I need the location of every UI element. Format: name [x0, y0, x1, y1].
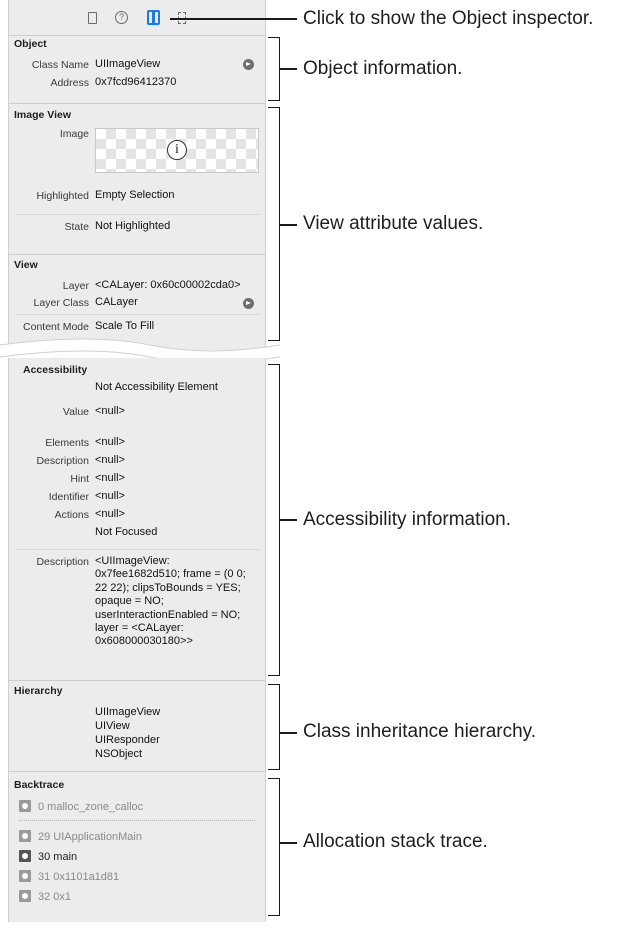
- description-detail-label: Description: [36, 556, 89, 568]
- class-name-value: UIImageView: [95, 58, 161, 70]
- layer-label: Layer: [62, 280, 89, 292]
- layer-class-label: Layer Class: [33, 297, 89, 309]
- callout-tick: [279, 732, 297, 734]
- description-line: <UIImageView:: [95, 555, 170, 567]
- image-preview-well[interactable]: [95, 128, 259, 173]
- view-section-title: View: [14, 259, 38, 271]
- backtrace-frame[interactable]: [19, 830, 142, 843]
- hierarchy-section-title: Hierarchy: [14, 685, 63, 697]
- hierarchy-class-item: NSObject: [95, 748, 143, 760]
- callout-tick: [279, 842, 297, 844]
- building-icon: [19, 890, 31, 902]
- section-divider: [8, 680, 266, 681]
- object-inspector-icon[interactable]: [147, 10, 160, 25]
- backtrace-ellipsis-divider: [19, 820, 255, 821]
- backtrace-frame[interactable]: [19, 890, 71, 903]
- callout-view-attributes: View attribute values.: [303, 213, 484, 234]
- elements-label: Elements: [45, 437, 89, 449]
- accessibility-element-value: Not Accessibility Element: [95, 381, 218, 393]
- section-divider: [8, 771, 266, 772]
- backtrace-frame[interactable]: [19, 850, 77, 863]
- callout-accessibility-info: Accessibility information.: [303, 509, 512, 530]
- layer-class-go-icon[interactable]: [243, 298, 254, 309]
- backtrace-frame[interactable]: [19, 800, 143, 813]
- description-line: layer = <CALayer:: [95, 622, 184, 635]
- hierarchy-class-item: UIResponder: [95, 734, 160, 746]
- hierarchy-class-item: UIImageView: [95, 706, 161, 718]
- callout-tick: [279, 68, 297, 70]
- mug-icon: [19, 830, 31, 842]
- callout-tick: [279, 519, 297, 521]
- callout-class-hierarchy: Class inheritance hierarchy.: [303, 721, 537, 742]
- layer-class-value: CALayer: [95, 296, 138, 308]
- backtrace-frame-label: 31 0x1101a1d81: [38, 871, 120, 883]
- description-line: 22 22); clipsToBounds = YES;: [95, 581, 241, 594]
- person-icon: [19, 850, 31, 862]
- identifier-value: <null>: [95, 490, 125, 502]
- callout-pointer-line: [170, 18, 297, 20]
- elements-value: <null>: [95, 436, 125, 448]
- class-name-go-icon[interactable]: [243, 59, 254, 70]
- callout-stack-trace: Allocation stack trace.: [303, 831, 488, 852]
- backtrace-frame[interactable]: [19, 870, 119, 883]
- actions-value: <null>: [95, 508, 125, 520]
- description-label: Description: [36, 455, 89, 467]
- callout-tick: [279, 224, 297, 226]
- description-line: userInteractionEnabled = NO;: [95, 608, 241, 621]
- description-line: 0x608000030180>>: [95, 635, 193, 648]
- gear-icon: [19, 800, 31, 812]
- row-divider: [17, 314, 259, 315]
- identifier-label: Identifier: [48, 491, 89, 503]
- state-label: State: [64, 221, 89, 233]
- highlighted-label: Highlighted: [36, 190, 89, 202]
- value-value: <null>: [95, 405, 125, 417]
- actions-label: Actions: [54, 509, 89, 521]
- image-view-section-title: Image View: [14, 109, 72, 121]
- callout-bracket: [268, 778, 280, 916]
- accessibility-section-title: Accessibility: [23, 364, 88, 376]
- layer-value: <CALayer: 0x60c00002cda0>: [95, 279, 241, 291]
- backtrace-frame-label: 32 0x1: [38, 891, 72, 903]
- backtrace-frame-label: 30 main: [38, 851, 78, 863]
- backtrace-frame-label: 29 UIApplicationMain: [38, 831, 142, 843]
- object-section-title: Object: [14, 38, 47, 50]
- hint-value: <null>: [95, 472, 125, 484]
- state-value: Not Highlighted: [95, 220, 171, 232]
- highlighted-value: Empty Selection: [95, 189, 175, 201]
- section-divider: [8, 254, 266, 255]
- address-value: 0x7fcd96412370: [95, 76, 177, 88]
- description-value: <null>: [95, 454, 125, 466]
- row-divider: [17, 549, 259, 550]
- address-label: Address: [50, 77, 89, 89]
- file-inspector-icon[interactable]: [88, 12, 97, 24]
- description-line: 0x7fee1682d510; frame = (0 0;: [95, 568, 246, 581]
- description-line: opaque = NO;: [95, 595, 164, 608]
- help-inspector-icon[interactable]: ?: [115, 11, 128, 24]
- section-divider: [8, 103, 266, 104]
- class-name-label: Class Name: [31, 59, 89, 71]
- backtrace-frame-label: 0 malloc_zone_calloc: [38, 801, 144, 813]
- description-detail-value: [95, 555, 246, 649]
- value-label: Value: [62, 406, 89, 418]
- row-divider: [17, 214, 259, 215]
- image-label: Image: [59, 128, 89, 140]
- focus-value: Not Focused: [95, 526, 158, 538]
- callout-object-info: Object information.: [303, 58, 463, 79]
- callout-bracket: [268, 684, 280, 770]
- hint-label: Hint: [70, 473, 89, 485]
- gear-icon: [19, 870, 31, 882]
- backtrace-section-title: Backtrace: [14, 779, 65, 791]
- content-mode-value: Scale To Fill: [95, 320, 155, 332]
- content-mode-label: Content Mode: [23, 321, 89, 333]
- callout-object-inspector: Click to show the Object inspector.: [303, 8, 594, 29]
- hierarchy-class-item: UIView: [95, 720, 130, 732]
- info-icon: i: [167, 140, 187, 160]
- hierarchy-list: [95, 705, 160, 761]
